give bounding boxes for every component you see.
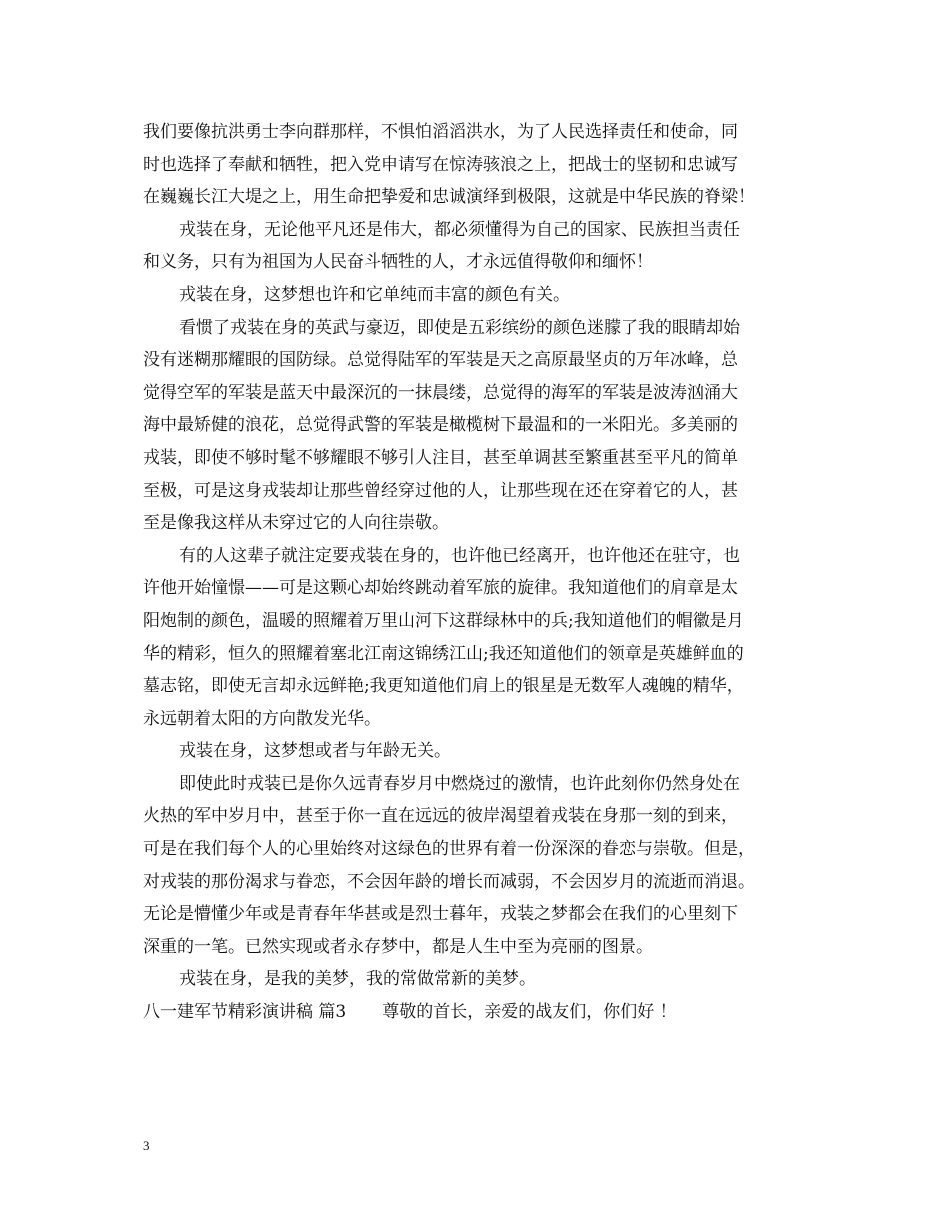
text-line: 戎装在身，这梦想也许和它单纯而丰富的颜色有关。	[179, 284, 570, 305]
document-body	[143, 116, 823, 1029]
page-number: 3	[143, 1138, 150, 1153]
text-line: 许他开始憧憬——可是这颗心却始终跳动着军旅的旋律。我知道他们的肩章是太	[143, 578, 738, 599]
text-line: 深重的一笔。已然实现或者永存梦中，都是人生中至为亮丽的图景。	[143, 936, 653, 957]
speech-greeting: 尊敬的首长，亲爱的战友们，你们好 ！	[382, 1002, 677, 1023]
text-line: 和义务，只有为祖国为人民奋斗牺牲的人，才永远值得敬仰和缅怀！	[143, 252, 653, 273]
text-line: 在巍巍长江大堤之上，用生命把挚爱和忠诚演绎到极限，这就是中华民族的脊梁！	[143, 187, 755, 208]
text-line: 即使此时戎装已是你久远青春岁月中燃烧过的激情，也许此刻你仍然身处在	[179, 773, 740, 794]
text-line: 永远朝着太阳的方向散发光华。	[143, 708, 381, 729]
text-line: 阳炮制的颜色，温暖的照耀着万里山河下这群绿林中的兵;我知道他们的帽徽是月	[143, 610, 744, 631]
text-line: 至是像我这样从未穿过它的人向往崇敬。	[143, 513, 449, 534]
text-line: 对戎装的那份渴求与眷恋，不会因年龄的增长而减弱，不会因岁月的流逝而消退。	[143, 871, 755, 892]
text-line: 墓志铭，即使无言却永远鲜艳;我更知道他们肩上的银星是无数军人魂魄的精华，	[143, 676, 744, 697]
text-line: 戎装在身，是我的美梦，我的常做常新的美梦。	[179, 969, 536, 990]
text-line: 华的精彩，恒久的照耀着塞北江南这锦绣江山;我还知道他们的领章是英雄鲜血的	[143, 643, 744, 664]
text-line: 海中最矫健的浪花，总觉得武警的军装是橄榄树下最温和的一米阳光。多美丽的	[143, 415, 738, 436]
text-line: 没有迷糊那耀眼的国防绿。总觉得陆军的军装是天之高原最坚贞的万年冰峰，总	[143, 350, 738, 371]
text-line: 我们要像抗洪勇士李向群那样，不惧怕滔滔洪水，为了人民选择责任和使命，同	[143, 122, 738, 142]
text-line: 可是在我们每个人的心里始终对这绿色的世界有着一份深深的眷恋与崇敬。但是，	[143, 839, 755, 860]
text-line: 觉得空军的军装是蓝天中最深沉的一抹晨缕，总觉得的海军的军装是波涛汹涌大	[143, 382, 738, 403]
text-line: 有的人这辈子就注定要戎装在身的，也许他已经离开，也许他还在驻守，也	[179, 545, 740, 566]
section-heading-line	[143, 996, 823, 1029]
text-line: 戎装在身，这梦想或者与年龄无关。	[179, 741, 451, 762]
section-title: 八一建军节精彩演讲稿 篇3	[143, 1002, 347, 1023]
text-line: 无论是懵懂少年或是青春年华甚或是烈士暮年，戎装之梦都会在我们的心里刻下	[143, 904, 738, 925]
text-line: 时也选择了奉献和牺牲，把入党申请写在惊涛骇浪之上，把战士的坚韧和忠诚写	[143, 154, 738, 175]
text-line: 至极，可是这身戎装却让那些曾经穿过他的人，让那些现在还在穿着它的人，甚	[143, 480, 738, 501]
text-line: 火热的军中岁月中，甚至于你一直在远远的彼岸渴望着戎装在身那一刻的到来，	[143, 806, 738, 827]
text-line: 戎装在身，无论他平凡还是伟大，都必须懂得为自己的国家、民族担当责任	[179, 219, 740, 240]
text-line: 看惯了戎装在身的英武与豪迈，即使是五彩缤纷的颜色迷朦了我的眼睛却始	[179, 317, 740, 338]
text-line: 戎装，即使不够时髦不够耀眼不够引人注目，甚至单调甚至繁重甚至平凡的简单	[143, 447, 738, 468]
